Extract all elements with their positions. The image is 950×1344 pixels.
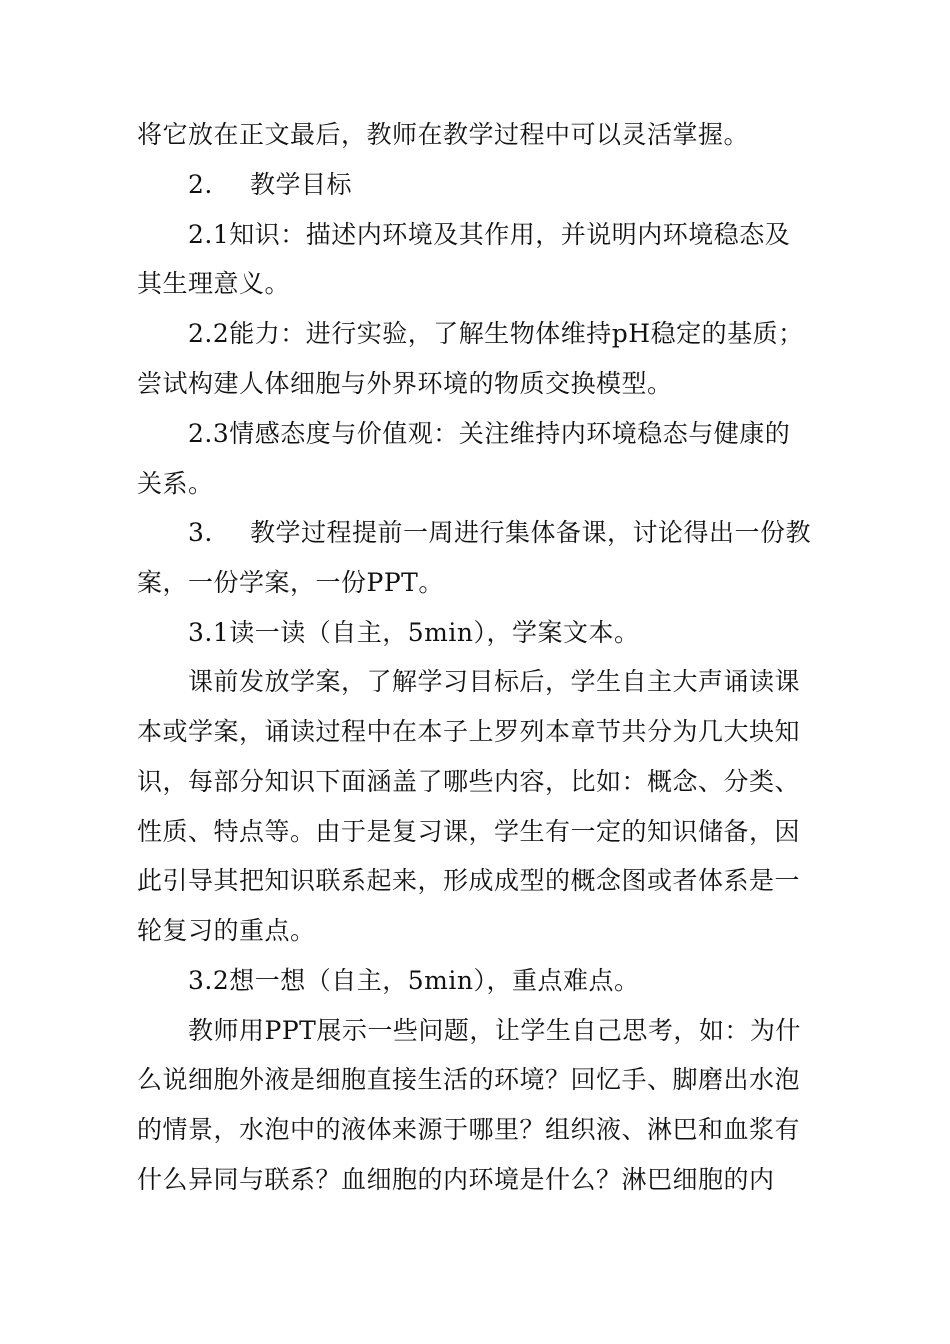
text-line: 轮复习的重点。 xyxy=(137,916,316,945)
text-line: 关系。 xyxy=(137,469,214,498)
section-heading-2 xyxy=(188,167,352,203)
subsection-heading-3-1: 3.1读一读（自主，5min），学案文本。 xyxy=(188,618,640,647)
text-line: 识，每部分知识下面涵盖了哪些内容，比如：概念、分类、 xyxy=(137,767,801,796)
text-line: 尝试构建人体细胞与外界环境的物质交换模型。 xyxy=(137,369,673,398)
subsection-heading-3-2: 3.2想一想（自主，5min），重点难点。 xyxy=(188,966,640,995)
section-heading-3 xyxy=(188,515,811,551)
text-line: 性质、特点等。由于是复习课，学生有一定的知识储备，因 xyxy=(137,817,801,846)
text-line: 2.2能力：进行实验，了解生物体维持pH稳定的基质； xyxy=(188,319,804,348)
text-line: 课前发放学案，了解学习目标后，学生自主大声诵读课 xyxy=(188,667,801,696)
section-title: 教学过程提前一周进行集体备课，讨论得出一份教 xyxy=(250,518,812,547)
section-number: 3. xyxy=(188,518,213,547)
text-line: 将它放在正文最后，教师在教学过程中可以灵活掌握。 xyxy=(137,120,750,149)
text-line: 2.1知识：描述内环境及其作用，并说明内环境稳态及 xyxy=(188,220,791,249)
text-line: 教师用PPT展示一些问题，让学生自己思考，如：为什 xyxy=(188,1016,801,1045)
text-line: 本或学案，诵读过程中在本子上罗列本章节共分为几大块知 xyxy=(137,717,801,746)
text-line: 2.3情感态度与价值观：关注维持内环境稳态与健康的 xyxy=(188,419,791,448)
text-line: 的情景，水泡中的液体来源于哪里？组织液、淋巴和血浆有 xyxy=(137,1115,801,1144)
text-line: 此引导其把知识联系起来，形成成型的概念图或者体系是一 xyxy=(137,866,801,895)
text-line: 其生理意义。 xyxy=(137,269,291,298)
section-title: 教学目标 xyxy=(250,170,353,199)
text-line: 么说细胞外液是细胞直接生活的环境？回忆手、脚磨出水泡 xyxy=(137,1065,801,1094)
text-line: 案，一份学案，一份PPT。 xyxy=(137,568,444,597)
section-number: 2. xyxy=(188,170,213,199)
text-line: 什么异同与联系？血细胞的内环境是什么？淋巴细胞的内 xyxy=(137,1165,775,1194)
